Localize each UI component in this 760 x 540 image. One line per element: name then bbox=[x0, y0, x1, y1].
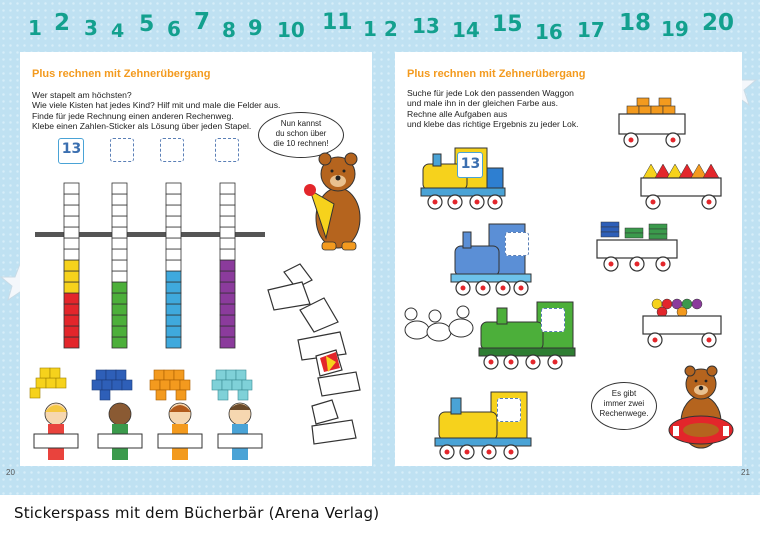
tower-cube[interactable] bbox=[166, 238, 181, 249]
tower-cube[interactable] bbox=[112, 293, 127, 304]
tower-cube[interactable] bbox=[166, 183, 181, 194]
children-with-signs bbox=[30, 400, 290, 470]
tower-cube[interactable] bbox=[166, 337, 181, 348]
left-heading: Plus rechnen mit Zehnerübergang bbox=[32, 68, 211, 80]
sticker-slot[interactable] bbox=[541, 308, 565, 332]
tower-cube[interactable] bbox=[112, 337, 127, 348]
tower-cube[interactable] bbox=[166, 315, 181, 326]
tower-cube[interactable] bbox=[112, 271, 127, 282]
tower-cube[interactable] bbox=[64, 249, 79, 260]
tower-cube[interactable] bbox=[64, 238, 79, 249]
number-6: 6 bbox=[167, 17, 181, 41]
tower-cube[interactable] bbox=[220, 194, 235, 205]
tower-cube[interactable] bbox=[112, 326, 127, 337]
caption: Stickerspass mit dem Bücherbär (Arena Verlag) bbox=[14, 504, 380, 522]
page-number: 21 bbox=[741, 468, 750, 477]
tower-cube[interactable] bbox=[220, 326, 235, 337]
tower-cube[interactable] bbox=[112, 315, 127, 326]
number-8: 8 bbox=[222, 18, 236, 42]
waggon-triangles bbox=[633, 156, 733, 216]
tower-cube[interactable] bbox=[112, 205, 127, 216]
tower-cube[interactable] bbox=[64, 183, 79, 194]
number-3: 3 bbox=[84, 16, 98, 40]
sticker-slot[interactable] bbox=[110, 138, 134, 162]
tower-cube[interactable] bbox=[64, 315, 79, 326]
number-9: 9 bbox=[248, 16, 263, 40]
tower-cube[interactable] bbox=[64, 326, 79, 337]
tower-cube[interactable] bbox=[166, 194, 181, 205]
tower-cube[interactable] bbox=[112, 304, 127, 315]
tower-cube[interactable] bbox=[220, 238, 235, 249]
tower-cube[interactable] bbox=[166, 304, 181, 315]
tower-cube[interactable] bbox=[166, 227, 181, 238]
tower-cube[interactable] bbox=[112, 282, 127, 293]
number-12: 1 2 bbox=[363, 17, 398, 41]
block-towers bbox=[20, 162, 280, 362]
sticker-number: 13 bbox=[460, 156, 481, 172]
number-10: 10 bbox=[277, 18, 305, 42]
bear-speech-bubble: Es gibt immer zwei Rechenwege. bbox=[591, 382, 657, 430]
sticker-number: 13 bbox=[61, 141, 82, 157]
bear-speech-bubble: Nun kannst du schon über die 10 rechnen! bbox=[258, 112, 344, 158]
tower-cube[interactable] bbox=[220, 260, 235, 271]
tower-cube[interactable] bbox=[166, 282, 181, 293]
tower-cube[interactable] bbox=[112, 249, 127, 260]
tower-cube[interactable] bbox=[220, 282, 235, 293]
sticker-slot-shapes bbox=[266, 260, 366, 450]
tower-cube[interactable] bbox=[112, 238, 127, 249]
tower-cube[interactable] bbox=[64, 227, 79, 238]
number-15: 15 bbox=[492, 12, 523, 37]
tower-cube[interactable] bbox=[166, 260, 181, 271]
tower-cube[interactable] bbox=[220, 216, 235, 227]
tower-cube[interactable] bbox=[220, 337, 235, 348]
left-instructions: Wer stapelt am höchsten? Wie viele Kisten hat jedes Kind? Hilf mit und male die Felder aus. Finde für jede Rechnung einen anderen Rechenweg. Klebe einen Zahlen-Sticker als Lösung über jeden Stapel. bbox=[32, 90, 281, 132]
tower-cube[interactable] bbox=[64, 337, 79, 348]
number-17: 17 bbox=[577, 18, 605, 42]
tower-cube[interactable] bbox=[166, 205, 181, 216]
tower-cube[interactable] bbox=[112, 260, 127, 271]
tower-cube[interactable] bbox=[220, 249, 235, 260]
number-2: 2 bbox=[54, 10, 71, 36]
tower-cube[interactable] bbox=[64, 260, 79, 271]
sticker-slot[interactable] bbox=[215, 138, 239, 162]
number-11: 11 bbox=[322, 10, 353, 35]
tower-cube[interactable] bbox=[112, 183, 127, 194]
number-18: 18 bbox=[619, 10, 652, 36]
sticker-slot[interactable] bbox=[505, 232, 529, 256]
sticker-slot[interactable] bbox=[497, 398, 521, 422]
tower-cube[interactable] bbox=[112, 216, 127, 227]
left-page bbox=[6, 52, 372, 477]
number-5: 5 bbox=[139, 12, 155, 37]
tower-cube[interactable] bbox=[220, 183, 235, 194]
tower-cube[interactable] bbox=[112, 227, 127, 238]
right-page bbox=[395, 52, 750, 477]
tower-cube[interactable] bbox=[166, 271, 181, 282]
tower-cube[interactable] bbox=[166, 216, 181, 227]
number-14: 14 bbox=[452, 18, 480, 42]
sticker-slot[interactable] bbox=[160, 138, 184, 162]
tower-cube[interactable] bbox=[112, 194, 127, 205]
waggon-plates bbox=[591, 218, 701, 280]
geese-illustration bbox=[401, 300, 481, 350]
bear-illustration bbox=[661, 358, 741, 468]
tower-cube[interactable] bbox=[64, 293, 79, 304]
right-heading: Plus rechnen mit Zehnerübergang bbox=[407, 68, 586, 80]
locomotive-blue bbox=[425, 222, 565, 302]
tower-cube[interactable] bbox=[64, 194, 79, 205]
number-strip bbox=[0, 0, 760, 48]
tower-cube[interactable] bbox=[220, 205, 235, 216]
tower-cube[interactable] bbox=[64, 271, 79, 282]
tower-cube[interactable] bbox=[220, 315, 235, 326]
number-4: 4 bbox=[111, 20, 125, 42]
tower-cube[interactable] bbox=[220, 271, 235, 282]
number-7: 7 bbox=[194, 9, 211, 35]
number-1: 1 bbox=[28, 16, 42, 40]
number-19: 19 bbox=[661, 17, 689, 41]
tower-cube[interactable] bbox=[166, 249, 181, 260]
tower-cube[interactable] bbox=[220, 293, 235, 304]
tower-cube[interactable] bbox=[166, 326, 181, 337]
tower-cube[interactable] bbox=[220, 304, 235, 315]
number-20: 20 bbox=[702, 10, 735, 36]
waggon-bricks bbox=[607, 94, 707, 154]
page-number: 20 bbox=[6, 468, 15, 477]
tower-cube[interactable] bbox=[64, 216, 79, 227]
bear-illustration bbox=[298, 142, 368, 262]
tower-cube[interactable] bbox=[166, 293, 181, 304]
tower-cube[interactable] bbox=[64, 304, 79, 315]
child-illustration bbox=[34, 403, 78, 460]
tower-cube[interactable] bbox=[220, 227, 235, 238]
tower-cube[interactable] bbox=[64, 205, 79, 216]
number-13: 13 bbox=[412, 14, 440, 38]
number-16: 16 bbox=[535, 20, 563, 44]
waggon-balls bbox=[635, 292, 735, 352]
right-instructions: Suche für jede Lok den passenden Waggon und male ihn in der gleichen Farbe aus. Rechne alle Aufgaben aus und klebe das richtige Ergebnis zu jeder Lok. bbox=[407, 88, 579, 130]
tower-cube[interactable] bbox=[64, 282, 79, 293]
